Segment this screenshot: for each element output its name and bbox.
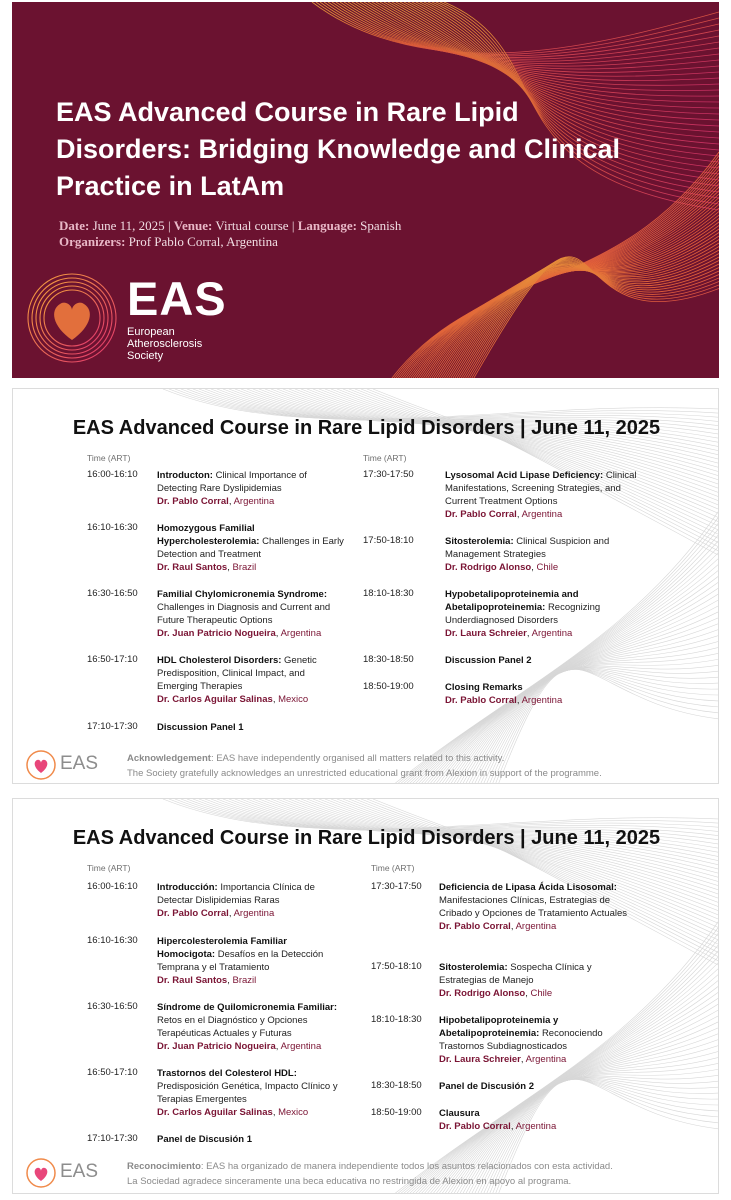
time-header-right: Time (ART) [363,453,407,463]
speaker-country: Argentina [521,509,563,520]
speaker-country: Argentina [531,628,573,639]
session-subtitle: Challenges in Early Detection and Treatment [157,536,344,560]
acknowledgement-text [127,751,602,781]
date-label: Date: [59,218,90,233]
acknowledgement-line-1: : EAS have independently organised all matters related to this activity. [210,753,505,764]
session-subtitle: Desafíos en la Detección Temprana y el Tratamiento [157,949,324,973]
speaker-name: Dr. Raul Santos [157,975,228,986]
session-title: Introducción: [157,882,218,893]
course-title: EAS Advanced Course in Rare Lipid Disorders: Bridging Knowledge and Clinical Practice in LatAm [56,97,621,201]
session-description [439,1080,639,1093]
session-time: 18:30-18:50 [371,1080,422,1091]
speaker-country: Mexico [278,694,309,705]
session-time: 17:10-17:30 [87,1133,138,1144]
session-title: Discussion Panel 1 [157,722,244,733]
session-subtitle: Predisposición Genética, Impacto Clínico y Terapias Emergentes [157,1081,338,1105]
session-subtitle: Manifestaciones Clínicas, Estrategias de Cribado y Opciones de Tratamiento Actuales [439,895,627,919]
session-subtitle: Recognizing Underdiagnosed Disorders [445,602,601,626]
speaker-country: Brazil [232,975,257,986]
session-time: 16:50-17:10 [87,1067,138,1078]
session-title: HDL Cholesterol Disorders: [157,655,282,666]
session-title: Clausura [439,1108,480,1119]
session-title: Panel de Discusión 2 [439,1081,535,1092]
session-title: Sitosterolemia: [445,536,514,547]
session-time: 18:10-18:30 [363,588,414,599]
language-label: Language: [297,218,357,233]
session-description: Sitosterolemia: Sospecha Clínica y Estrategias de Manejo Dr. Rodrigo Alonso, Chile [439,962,592,999]
session-description: Familial Chylomicronemia Syndrome: Challenges in Diagnosis and Current and Future Therapeutic Options Dr. Juan Patricio Nogueira, Argentina [157,589,331,639]
session-description: Trastornos del Colesterol HDL: Predisposición Genética, Impacto Clínico y Terapias Emergentes Dr. Carlos Aguilar Salinas, Mexico [157,1068,338,1118]
organizers-label: Organizers: [59,234,126,249]
session-description [445,654,645,667]
session-time: 17:30-17:50 [371,881,422,892]
session-description: Sitosterolemia: Clinical Suspicion and Management Strategies Dr. Rodrigo Alonso, Chile [445,536,610,573]
session-title: Closing Remarks [445,682,523,693]
session-subtitle: Genetic Predisposition, Clinical Impact, and Emerging Therapies [157,655,317,692]
course-banner [12,2,719,378]
language-value: Spanish [360,218,402,233]
session-time: 16:00-16:10 [87,881,138,892]
society-line-3: Society [127,350,164,362]
eas-mini-logo-icon [25,749,57,781]
speaker-country: Argentina [233,496,275,507]
eas-mini-logo-icon [25,1157,57,1189]
speaker-name: Dr. Carlos Aguilar Salinas [157,1107,273,1118]
session-description: Hipobetalipoproteinemia y Abetalipoproteinemia: Reconociendo Trastornos Subdiagnosticados Dr. Laura Schreier, Argentina [439,1015,603,1065]
session-time: 17:10-17:30 [87,721,138,732]
session-title: Introducton: [157,470,213,481]
session-description [157,721,347,734]
session-description [157,1133,347,1146]
session-time: 18:50-19:00 [363,681,414,692]
speaker-name: Dr. Laura Schreier [445,628,527,639]
session-description: HDL Cholesterol Disorders: Genetic Predisposition, Clinical Impact, and Emerging Therapies Dr. Carlos Aguilar Salinas, Mexico [157,655,317,705]
speaker-country: Argentina [515,921,557,932]
schedule-panel-spanish [12,798,719,1194]
speaker-country: Argentina [525,1054,567,1065]
time-header-left: Time (ART) [87,863,131,873]
eas-mini-logo-text: EAS [60,1161,99,1182]
speaker-name: Dr. Raul Santos [157,562,228,573]
panel-title: EAS Advanced Course in Rare Lipid Disorders | June 11, 2025 [72,417,661,439]
session-time: 16:30-16:50 [87,588,138,599]
venue-value: Virtual course [215,218,289,233]
speaker-name: Dr. Pablo Corral [445,695,517,706]
session-description: Deficiencia de Lipasa Ácida Lisosomal: Manifestaciones Clínicas, Estrategias de Cribado y Opciones de Tratamiento Actuales Dr. Pablo Corral, Argentina [439,882,627,932]
speaker-country: Argentina [280,628,322,639]
session-description: Lysosomal Acid Lipase Deficiency: Clinical Manifestations, Screening Strategies, and Current Treatment Options Dr. Pablo Corral, Argentina [445,470,637,520]
session-time: 17:30-17:50 [363,469,414,480]
session-title: Panel de Discusión 1 [157,1134,253,1145]
session-description: Hypobetalipoproteinemia and Abetalipoproteinemia: Recognizing Underdiagnosed Disorders Dr. Laura Schreier, Argentina [445,589,601,639]
session-time: 17:50-18:10 [363,535,414,546]
course-details: Date: June 11, 2025 | Venue: Virtual course | Language: Spanish Organizers: Prof Pablo Corral, Argentina [59,218,402,249]
schedule-panel-english [12,388,719,784]
speaker-country: Brazil [232,562,257,573]
organizers-value: Prof Pablo Corral, Argentina [128,234,278,249]
speaker-name: Dr. Pablo Corral [439,921,511,932]
session-description: Introducción: Importancia Clínica de Detectar Dislipidemias Raras Dr. Pablo Corral, Argentina [157,882,315,919]
session-subtitle: Challenges in Diagnosis and Current and Future Therapeutic Options [157,602,331,626]
speaker-name: Dr. Juan Patricio Nogueira [157,1041,276,1052]
speaker-name: Dr. Rodrigo Alonso [445,562,532,573]
speaker-country: Chile [530,988,553,999]
session-subtitle: Sospecha Clínica y Estrategias de Manejo [439,962,592,986]
acknowledgement-text [127,1159,613,1189]
session-title: Sitosterolemia: [439,962,508,973]
eas-heart-logo-icon [22,268,122,368]
speaker-name: Dr. Laura Schreier [439,1054,521,1065]
session-subtitle: Retos en el Diagnóstico y Opciones Terapéuticas Actuales y Futuras [157,1015,308,1039]
session-time: 16:10-16:30 [87,935,138,946]
session-time: 16:10-16:30 [87,522,138,533]
speaker-name: Dr. Pablo Corral [157,496,229,507]
session-title: Hipercolesterolemia Familiar Homocigota: [157,936,287,960]
session-subtitle: Clinical Importance of Detecting Rare Dyslipidemias [157,470,307,494]
session-description: Closing Remarks Dr. Pablo Corral, Argentina [445,682,563,706]
session-description: Introducton: Clinical Importance of Detecting Rare Dyslipidemias Dr. Pablo Corral, Argentina [157,470,307,507]
session-time: 18:30-18:50 [363,654,414,665]
time-header-right: Time (ART) [371,863,415,873]
speaker-name: Dr. Carlos Aguilar Salinas [157,694,273,705]
acknowledgement-label: Acknowledgement [127,753,211,764]
session-description: Clausura Dr. Pablo Corral, Argentina [439,1108,557,1132]
acknowledgement-label: Reconocimiento [127,1161,201,1172]
session-time: 16:30-16:50 [87,1001,138,1012]
session-title: Homozygous Familial Hypercholesterolemia: [157,523,260,547]
session-title: Discussion Panel 2 [445,655,532,666]
eas-mini-logo-text: EAS [60,753,99,774]
session-time: 18:50-19:00 [371,1107,422,1118]
speaker-country: Argentina [521,695,563,706]
speaker-name: Dr. Pablo Corral [439,1121,511,1132]
session-subtitle: Importancia Clínica de Detectar Dislipidemias Raras [157,882,315,906]
time-header-left: Time (ART) [87,453,131,463]
session-title: Familial Chylomicronemia Syndrome: [157,589,327,600]
acknowledgement-line-2: La Sociedad agradece sinceramente una beca educativa no restringida de Alexion en apoyo al programa. [127,1176,572,1187]
speaker-country: Argentina [280,1041,322,1052]
speaker-name: Dr. Rodrigo Alonso [439,988,526,999]
session-title: Deficiencia de Lipasa Ácida Lisosomal: [439,882,617,893]
speaker-name: Dr. Pablo Corral [157,908,229,919]
acknowledgement-line-1: : EAS ha organizado de manera independiente todos los asuntos relacionados con esta actividad. [200,1161,613,1172]
session-time: 17:50-18:10 [371,961,422,972]
speaker-name: Dr. Juan Patricio Nogueira [157,628,276,639]
session-description: Hipercolesterolemia Familiar Homocigota: Desafíos en la Detección Temprana y el Tratamiento Dr. Raul Santos, Brazil [157,936,324,986]
eas-logo-text: EAS [127,272,227,325]
date-value: June 11, 2025 [92,218,165,233]
session-time: 16:00-16:10 [87,469,138,480]
session-subtitle: Clinical Suspicion and Management Strategies [445,536,610,560]
session-title: Síndrome de Quilomicronemia Familiar: [157,1002,338,1013]
session-title: Trastornos del Colesterol HDL: [157,1068,297,1079]
society-name [127,326,202,362]
session-time: 18:10-18:30 [371,1014,422,1025]
session-title: Hypobetalipoproteinemia and Abetalipoproteinemia: [445,589,579,613]
speaker-country: Argentina [515,1121,557,1132]
panel-title: EAS Advanced Course in Rare Lipid Disorders | June 11, 2025 [72,827,661,849]
speaker-name: Dr. Pablo Corral [445,509,517,520]
society-line-2: Atherosclerosis [127,338,203,350]
speaker-country: Chile [536,562,559,573]
session-description: Homozygous Familial Hypercholesterolemia: Challenges in Early Detection and Treatment Dr. Raul Santos, Brazil [157,523,344,573]
speaker-country: Mexico [278,1107,309,1118]
venue-label: Venue: [173,218,213,233]
session-subtitle: Clinical Manifestations, Screening Strategies, and Current Treatment Options [445,470,637,507]
session-time: 16:50-17:10 [87,654,138,665]
session-title: Hipobetalipoproteinemia y Abetalipoproteinemia: [439,1015,559,1039]
society-line-1: European [127,326,175,338]
session-description: Síndrome de Quilomicronemia Familiar: Retos en el Diagnóstico y Opciones Terapéuticas Actuales y Futuras Dr. Juan Patricio Nogueira, Argentina [157,1002,338,1052]
session-title: Lysosomal Acid Lipase Deficiency: [445,470,604,481]
session-subtitle: Reconociendo Trastornos Subdiagnosticados [439,1028,603,1052]
speaker-country: Argentina [233,908,275,919]
acknowledgement-line-2: The Society gratefully acknowledges an unrestricted educational grant from Alexion in support of the programme. [127,768,602,779]
